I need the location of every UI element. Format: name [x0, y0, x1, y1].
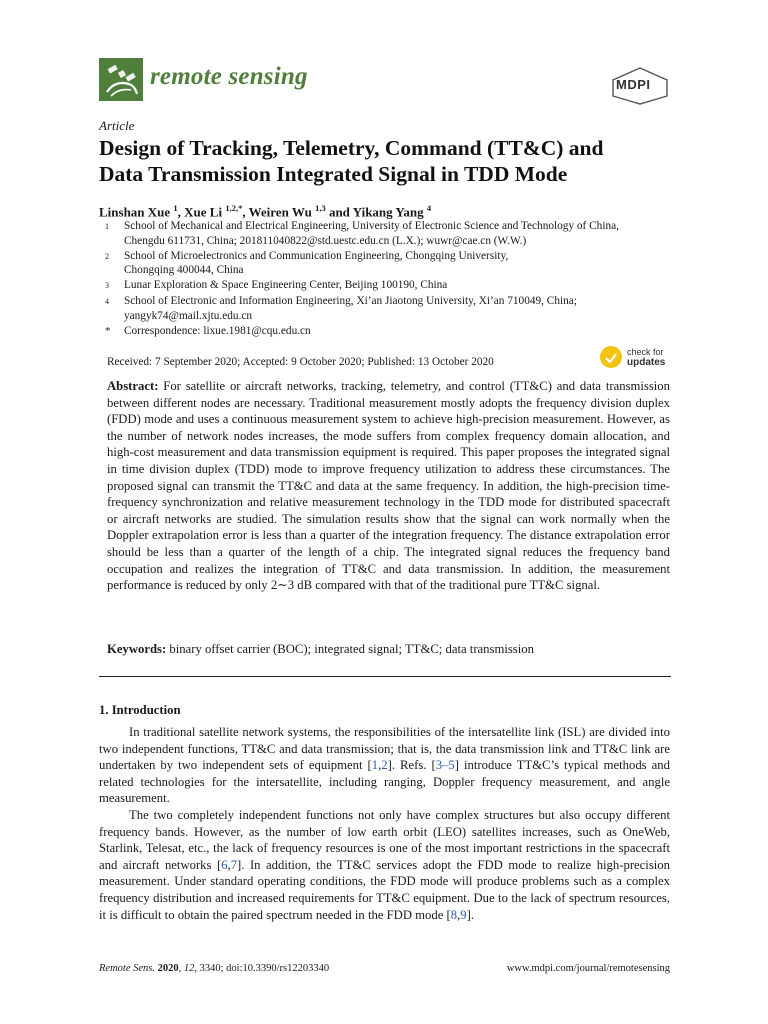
- body-text: [99, 724, 670, 923]
- affiliation-item: [99, 324, 679, 339]
- author-affil-sup: 4: [426, 203, 432, 213]
- author-name: Linshan Xue: [99, 204, 171, 220]
- affiliations: [99, 219, 679, 338]
- paragraph-text: ]. In addition, the TT&C services adopt the FDD mode to realize high-precision measurement. Under standard operating conditions, the FDD mode will produce problems such as a complex frequency distribution and increased requirements for TT&C equipment. Due to the lack of spectrum resources, it is difficult to obtain the paired spectrum needed in the FDD mode [: [99, 857, 670, 922]
- affiliation-line: Chongqing 400044, China: [124, 264, 244, 277]
- check-circle-icon: [600, 346, 622, 368]
- keywords-label: Keywords:: [107, 642, 167, 656]
- abstract-label: Abstract:: [107, 379, 159, 393]
- paragraph-text: ] introduce TT&C’s typical methods and related technologies for the intersatellite, including ranging, Doppler frequency measurement, and angle measurement.: [99, 758, 670, 806]
- article-type: Article: [99, 118, 135, 133]
- citation-link[interactable]: 2: [381, 758, 388, 773]
- footer-journal-abbrev: Remote Sens.: [99, 963, 155, 974]
- citation-link[interactable]: 3–5: [435, 758, 455, 773]
- title-line: Data Transmission Integrated Signal in TDD Mode: [99, 162, 568, 186]
- citation-link[interactable]: 1: [371, 758, 379, 773]
- paragraph-text: ]. Refs. [: [387, 758, 436, 773]
- paragraph: [99, 807, 670, 923]
- affiliation-item: [99, 294, 679, 324]
- author-name: Yikang Yang: [352, 204, 424, 220]
- affiliation-line: School of Microelectronics and Communication Engineering, Chongqing University,: [124, 249, 509, 262]
- citation-link[interactable]: 7: [230, 857, 238, 872]
- paragraph-text: ].: [466, 907, 475, 922]
- paragraph-text: In traditional satellite network systems, the responsibilities of the intersatellite link (ISL) are divided into two independent functions, TT&C and data transmission; that is, the data transmission link and TT&C link are undertaken by two independent sets of equipment [: [99, 725, 670, 773]
- footer-year: 2020: [157, 963, 179, 974]
- paragraph-text: ,: [227, 857, 231, 872]
- publication-dates: Received: 7 September 2020; Accepted: 9 October 2020; Published: 13 October 2020: [107, 356, 494, 368]
- paragraph: [99, 724, 670, 807]
- paragraph-text: ,: [378, 758, 382, 773]
- affiliation-text: [124, 324, 679, 339]
- abstract-text: For satellite or aircraft networks, tracking, telemetry, and control (TT&C) and data transmission between different nodes are necessary. Traditional measurement mostly adopts the frequency division duplex (FDD) mode and uses a continuous measurement system to achieve high-precision measurement. However, as the number of network nodes increases, the mode suffers from complex frequency domain allocation, and high-cost measurement and data transmission equipment is required. This paper proposes the integrated signal in time division duplex (TDD) mode to improve frequency utilization to address these circumstances. The proposed signal can transmit the TT&C and data at the same frequency. In addition, the high-precision time-frequency synchronization and relative measurement technology in the TDD mode for distributed spacecraft or aircraft networks are studied. The simulation results show that the signal can work normally when the Doppler extrapolation error is less than a quarter of the integration frequency. The distance extrapolation error should be less than a quarter of the length of a chip. The integrated signal reduces the frequency band occupation and realizes the integration of TT&C and data transmission. In addition, the measurement performance is reduced by only 2∼3 dB compared with that of the traditional pure TT&C signal.: [107, 379, 670, 593]
- affiliation-line: Correspondence: lixue.1981@cqu.edu.cn: [124, 324, 311, 337]
- author-affil-sup: 1: [173, 203, 178, 213]
- check-badge-line1: check for: [627, 347, 664, 357]
- author-list: [99, 203, 431, 220]
- affiliation-line: Lunar Exploration & Space Engineering Center, Beijing 100190, China: [124, 279, 448, 292]
- affiliation-line: School of Mechanical and Electrical Engineering, University of Electronic Science and Technology of China,: [124, 220, 619, 232]
- section-heading: 1. Introduction: [99, 703, 181, 717]
- citation-link[interactable]: 6: [221, 857, 228, 872]
- author-separator: and: [325, 204, 353, 220]
- affiliation-text: [124, 278, 679, 294]
- section-divider: [99, 676, 671, 677]
- affiliation-item: [99, 249, 679, 279]
- keywords: [107, 641, 670, 658]
- footer-volume: 12: [183, 963, 195, 974]
- author-separator: ,: [177, 204, 185, 220]
- affiliation-number: 4: [105, 296, 109, 306]
- affiliation-line: Chengdu 611731, China; 201811040822@std.uestc.edu.cn (L.X.); wuwr@cae.cn (W.W.): [124, 234, 527, 247]
- author-name: Weiren Wu: [248, 204, 312, 220]
- footer-citation: Remote Sens. 2020, 12, 3340; doi:10.3390/rs12203340: [99, 963, 330, 974]
- author-separator: ,: [242, 204, 249, 220]
- affiliation-number: 2: [105, 251, 109, 261]
- affiliation-text: [124, 219, 679, 249]
- abstract: [107, 378, 670, 594]
- author-affil-sup: 1,2,*: [225, 203, 243, 213]
- affiliation-number: 1: [105, 222, 109, 231]
- affiliation-text: [124, 249, 679, 279]
- footer-doi: , 3340; doi:10.3390/rs12203340: [194, 963, 330, 974]
- affiliation-line: yangyk74@mail.xjtu.edu.cn: [124, 309, 253, 322]
- citation-link[interactable]: 9: [460, 907, 467, 922]
- journal-logo-icon: [99, 58, 143, 101]
- keywords-text: binary offset carrier (BOC); integrated signal; TT&C; data transmission: [169, 642, 534, 656]
- affiliation-number: *: [105, 324, 111, 337]
- paragraph-text: ,: [457, 907, 461, 922]
- affiliation-line: School of Electronic and Information Engineering, Xi’an Jiaotong University, Xi’an 710049, China;: [124, 294, 577, 307]
- paragraph-text: The two completely independent functions not only have complex structures but also occupy different frequency bands. However, as the number of low earth orbit (LEO) satellites increases, such as OneWeb, Starlink, Telesat, etc., the lack of frequency resources is one of the most important restrictions in the spacecraft and aircraft networks [: [99, 807, 670, 872]
- affiliation-item: [99, 219, 679, 249]
- publisher-name: MDPI: [616, 77, 651, 92]
- author-affil-sup: 1,3: [315, 203, 326, 213]
- affiliation-item: [99, 278, 679, 294]
- affiliation-text: [124, 294, 679, 324]
- check-badge-line2: updates: [627, 357, 666, 368]
- check-for-updates-button[interactable]: [600, 344, 672, 372]
- citation-link[interactable]: 8: [450, 907, 458, 922]
- title-line: Design of Tracking, Telemetry, Command (TT&C) and: [99, 136, 604, 160]
- author-name: Xue Li: [184, 204, 223, 220]
- article-title: [99, 135, 689, 187]
- affiliation-number: 3: [105, 281, 109, 291]
- footer-journal-url[interactable]: www.mdpi.com/journal/remotesensing: [506, 963, 670, 974]
- journal-name: remote sensing: [150, 63, 308, 90]
